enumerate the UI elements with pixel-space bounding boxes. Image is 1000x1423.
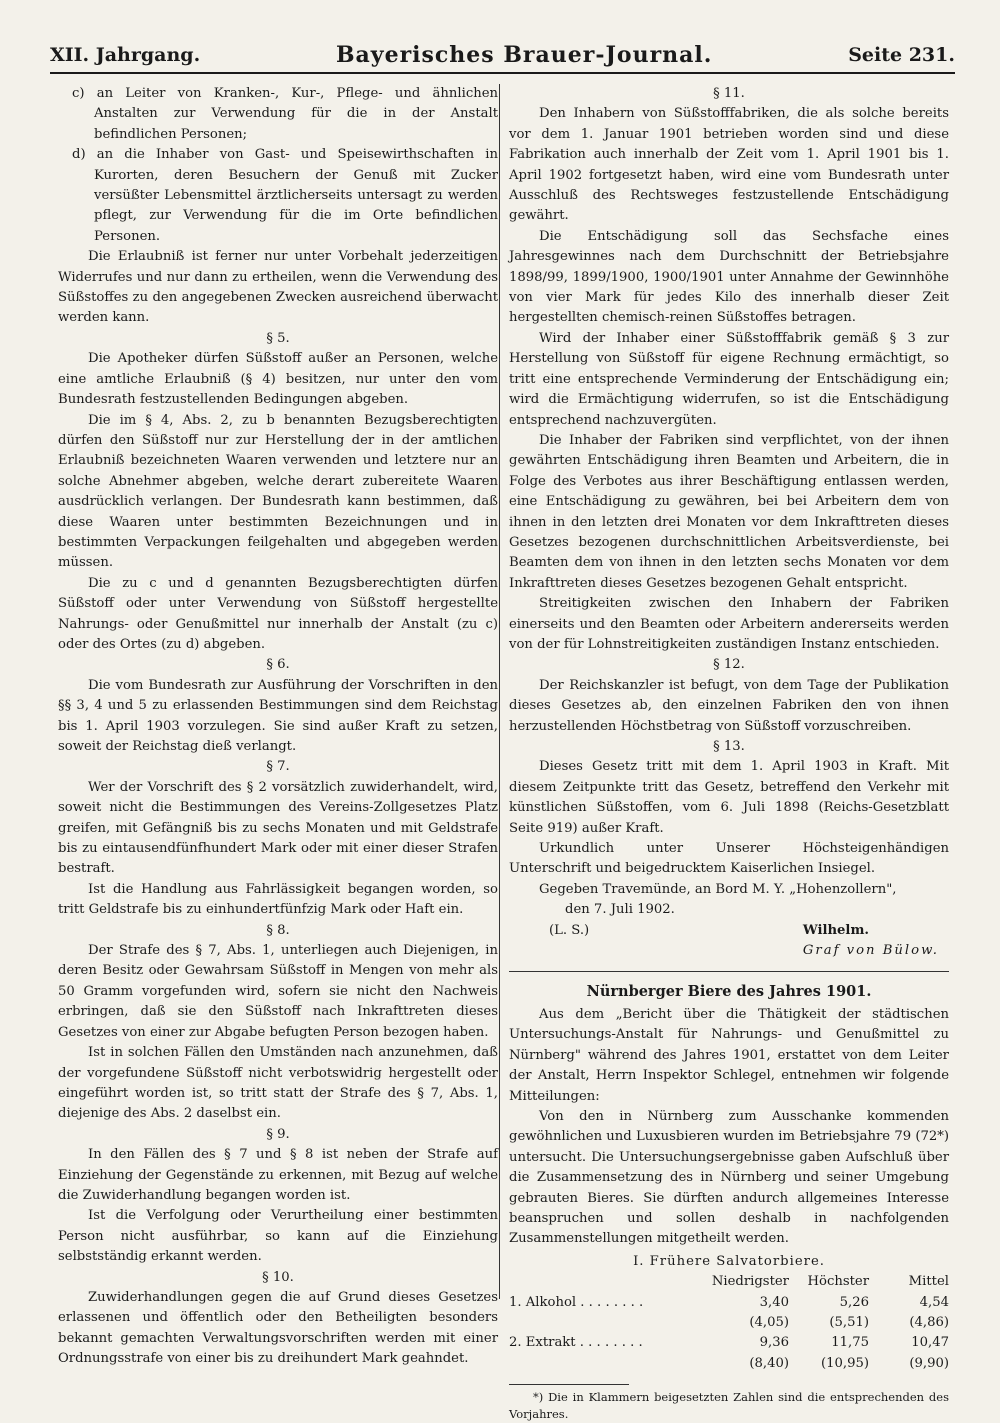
table-cell: 3,40 [759,1294,789,1310]
paragraph: Urkundlich unter Unserer Höchsteigenhändigen Unterschrift und beigedrucktem Kaiserlichen Insiegel. [509,841,949,877]
footnote-rule [509,1384,629,1385]
table-row [509,1313,949,1333]
section-heading: § 12. [713,657,745,673]
paragraph: Streitigkeiten zwischen den Inhabern der Fabriken einerseits und den Beamten oder Arbeitern andererseits werden von der für Lohnstreitigkeiten zuständigen Instanz entschieden. [509,596,949,652]
section-heading: § 5. [266,330,290,346]
clause-c: c) an Leiter von Kranken-, Kur-, Pflege- und ähnlichen Anstalten zur Verwendung für die in der Anstalt befindlichen Personen; [72,86,498,142]
paragraph: Ist die Handlung aus Fahrlässigkeit begangen worden, so tritt Geldstrafe bis zu einhundertfünfzig Mark oder Haft ein. [58,881,498,918]
paragraph: Die vom Bundesrath zur Ausführung der Vorschriften in den §§ 3, 4 und 5 zu erlassenden Bestimmungen sind dem Reichstag bis 1. April 1903 vorzulegen. Sie sind außer Kraft zu setzen, soweit der Reichstag dieß verlangt. [58,677,498,754]
paragraph: Die zu c und d genannten Bezugsberechtigten dürfen Süßstoff oder unter Verwendung von Süßstoff hergestellte Nahrungs- oder Genußmittel nur innerhalb der Anstalt (zu c) oder des Ortes (zu d) abgeben. [58,575,498,652]
column-divider [499,84,500,1299]
table-cell: (9,90) [909,1355,949,1371]
signature-chancellor: Graf von Bülow. [802,943,939,959]
section-heading: § 10. [262,1269,294,1285]
page-header [50,38,955,74]
paragraph: Ist in solchen Fällen den Umständen nach anzunehmen, daß der vorgefundene Süßstoff nicht verbotswidrig hergestellt oder eingeführt worden ist, so tritt statt der Strafe des § 7, Abs. 1, diejenige des Abs. 2 daselbst ein. [58,1045,498,1122]
section-heading: § 8. [266,922,290,938]
paragraph: Die Inhaber der Fabriken sind verpflichtet, von der ihnen gewährten Entschädigung ihren Beamten und Arbeitern, die in Folge des Verbotes aus ihrer Beschäftigung entlassen werden, eine Entschädigung zu gewähren, bei bei Arbeitern dem von ihnen in den letzten drei Monaten vor dem Inkrafttreten dieses Gesetzes bezogenen durchschnittlichen Arbeitsverdienste, bei Beamten dem von ihnen in den letzten sechs Monaten vor dem Inkrafttreten dieses Gesetzes bezogenen Gehalt entspricht. [509,432,949,591]
table-cell: (4,05) [749,1314,789,1330]
table-cell: (10,95) [820,1355,869,1371]
paragraph: Den Inhabern von Süßstofffabriken, die als solche bereits vor dem 1. Januar 1901 betrieben worden sind und diese Fabrikation auch innerhalb der Zeit vom 1. April 1901 bis 1. April 1902 fortgesetzt haben, wird eine vom Bundesrath unter Ausschluß des Rechtsweges festzustellende Entschädigung gewährt. [509,106,949,224]
paragraph: Wer der Vorschrift des § 2 vorsätzlich zuwiderhandelt, wird, soweit nicht die Bestimmungen des Vereins-Zollgesetzes Platz greifen, mit Gefängniß bis zu sechs Monaten und mit Geldstrafe bis zu eintausendfünfhundert Mark oder mit einer dieser Strafen bestraft. [58,779,498,877]
journal-title: Bayerisches Brauer-Journal. [335,42,713,68]
paragraph: Dieses Gesetz tritt mit dem 1. April 1903 in Kraft. Mit diesem Zeitpunkte tritt das Gesetz, betreffend den Verkehr mit künstlichen Süßstoffen, vom 6. Juli 1898 (Reichs-Gesetzblatt Seite 919) außer Kraft. [509,759,949,836]
page-number: Seite 231. [848,44,955,66]
table-cell: 10,47 [911,1335,949,1351]
paragraph: In den Fällen des § 7 und § 8 ist neben der Strafe auf Einziehung der Gegenstände zu erkennen, mit Bezug auf welche die Zuwiderhandlung begangen worden ist. [58,1147,498,1203]
table-heading: I. Frühere Salvatorbiere. [633,1253,825,1269]
paragraph: Von den in Nürnberg zum Ausschanke kommenden gewöhnlichen und Luxusbieren wurden im Betriebsjahre 79 (72*) untersucht. Die Untersuchungsergebnisse gaben Aufschluß über die Zusammensetzung des in Nürnberg und seiner Umgebung gebrauten Bieres. Sie dürften andurch allgemeines Interesse beanspruchen und sollen deshalb in nachfolgenden Zusammenstellungen mitgetheilt werden. [509,1108,949,1247]
volume-label: XII. Jahrgang. [50,44,201,66]
place-line: Gegeben Travemünde, an Bord M. Y. „Hohenzollern", [539,881,897,897]
table-row [509,1293,949,1313]
section-heading: § 7. [266,759,290,775]
paragraph: Die Erlaubniß ist ferner nur unter Vorbehalt jederzeitigen Widerrufes und nur dann zu ertheilen, wenn die Verwendung des Süßstoffes zu den angegebenen Zwecken ausreichend überwacht werden kann. [58,249,498,326]
section-heading: § 11. [713,86,745,101]
paragraph: Zuwiderhandlungen gegen die auf Grund dieses Gesetzes erlassenen und öffentlich oder den Betheiligten besonders bekannt gemachten Verwaltungsvorschriften werden mit einer Ordnungsstrafe von einer bis zu dreihundert Mark geahndet. [58,1289,498,1367]
article-divider [509,971,949,972]
article-title: Nürnberger Biere des Jahres 1901. [586,983,872,1001]
paragraph: Die im § 4, Abs. 2, zu b benannten Bezugsberechtigten dürfen den Süßstoff nur zur Herstellung der in der amtlichen Erlaubniß bezeichneten Waaren verwenden und letztere nur an solche Abnehmer abgeben, welche derart zubereitete Waaren ausdrücklich verlangen. Der Bundesrath kann bestimmen, daß diese Waaren unter bestimmten Bezeichnungen und in bestimmten Verpackungen feilgehalten und abgegeben werden müssen. [58,412,498,571]
paragraph: Der Strafe des § 7, Abs. 1, unterliegen auch Diejenigen, in deren Besitz oder Gewahrsam Süßstoff in Mengen von mehr als 50 Gramm vorgefunden wird, sofern sie nicht den Nachweis erbringen, daß sie den Süßstoff nach Inkrafttreten dieses Gesetzes von einer zur Abgabe befugten Person bezogen haben. [58,943,498,1040]
section-heading: § 9. [266,1126,290,1142]
table-cell: (8,40) [749,1355,789,1371]
signature-row [509,921,949,941]
section-heading: § 6. [266,657,290,673]
paragraph: Wird der Inhaber einer Süßstofffabrik gemäß § 3 zur Herstellung von Süßstoff für eigene Rechnung ermächtigt, so tritt eine entsprechende Verminderung der Entschädigung ein; wird die Ermächtigung widerrufen, so ist die Entschädigung entsprechend nachzuvergüten. [509,330,949,428]
paragraph: Aus dem „Bericht über die Thätigkeit der städtischen Untersuchungs-Anstalt für Nahrungs- und Genußmittel zu Nürnberg" während des Jahres 1901, erstattet von dem Leiter der Anstalt, Herrn Inspektor Schlegel, entnehmen wir folgende Mitteilungen: [509,1006,949,1104]
date-line: den 7. Juli 1902. [565,902,675,918]
table-header-cell: Niedrigster [711,1274,789,1290]
signature-emperor: Wilhelm. [802,922,869,938]
table-cell: 11,75 [831,1335,869,1351]
left-column [58,84,498,1370]
table-row-label: 2. Extrakt . . . . . . . . [509,1335,643,1351]
table-row-label: 1. Alkohol . . . . . . . . [509,1294,644,1310]
paragraph: Die Apotheker dürfen Süßstoff außer an Personen, welche eine amtliche Erlaubniß (§ 4) besitzen, nur unter den vom Bundesrath festzustellenden Bedingungen abgeben. [58,351,498,408]
table-cell: (4,86) [909,1314,949,1330]
table-cell: 4,54 [919,1294,949,1310]
right-column [509,84,949,1423]
table-cell: 9,36 [759,1335,789,1351]
table-row [509,1333,949,1353]
table-header-cell: Höchster [807,1274,869,1290]
table-row-label [509,1313,709,1333]
seal-mark: (L. S.) [549,922,590,938]
table-header-row [509,1272,949,1292]
table-header-blank [509,1272,709,1292]
clause-d: d) an die Inhaber von Gast- und Speisewirthschaften in Kurorten, deren Besuchern der Genuß mit Zucker versüßter Lebensmittel ärztlicherseits untersagt zu werden pflegt, zur Verwendung für die im Orte befindlichen Personen. [72,147,498,244]
paragraph: Die Entschädigung soll das Sechsfache eines Jahresgewinnes nach dem Durchschnitt der Betriebsjahre 1898/99, 1899/1900, 1900/1901 unter Annahme der Gewinnhöhe von vier Mark für jedes Kilo des innerhalb dieser Zeit hergestellten chemisch-reinen Süßstoffes betragen. [509,228,949,326]
section-heading: § 13. [713,739,745,754]
table-row [509,1354,949,1374]
table-cell: (5,51) [829,1314,869,1330]
table-row-label [509,1354,709,1374]
table-cell: 5,26 [839,1294,869,1310]
table-header-cell: Mittel [908,1274,949,1290]
footnote: *) Die in Klammern beigesetzten Zahlen sind die entsprechenden des Vorjahres. [509,1390,949,1422]
paragraph: Ist die Verfolgung oder Verurtheilung einer bestimmten Person nicht ausführbar, so kann auf die Einziehung selbstständig erkannt werden. [58,1208,498,1265]
beer-stats-table [509,1272,949,1374]
paragraph: Der Reichskanzler ist befugt, von dem Tage der Publikation dieses Gesetzes ab, den einzelnen Fabriken den von ihnen herzustellenden Höchstbetrag von Süßstoff vorzuschreiben. [509,677,949,734]
